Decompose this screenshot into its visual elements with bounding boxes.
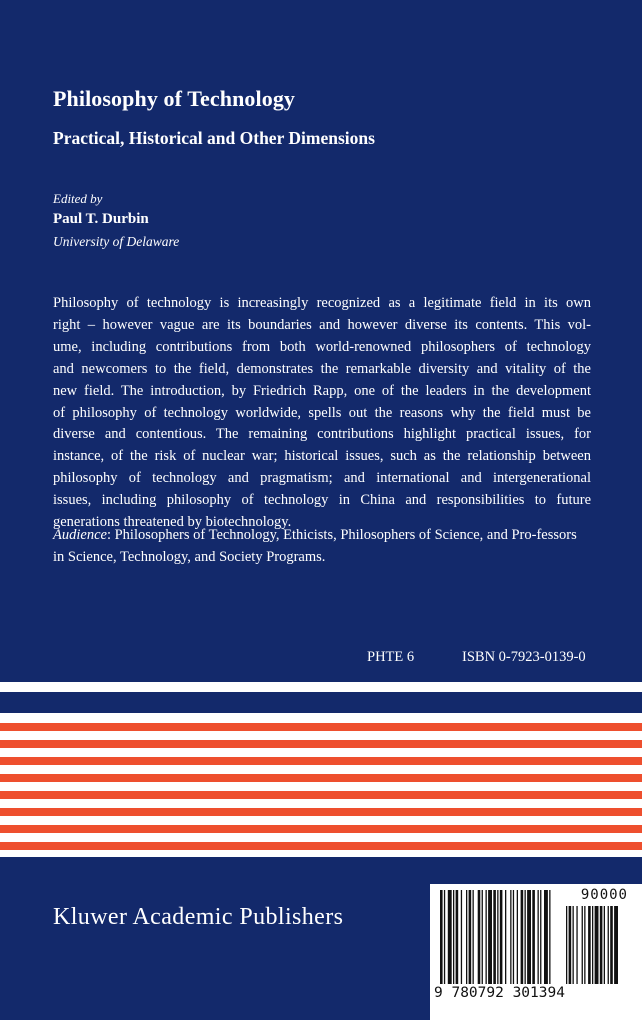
stripe-red: [0, 723, 642, 731]
barcode-bar: [566, 906, 567, 984]
stripe-red: [0, 791, 642, 799]
audience-label: Audience: [53, 527, 107, 543]
description-line: and newcomers to the field, demonstrates the remarkable diversity and vitality of the: [53, 360, 591, 377]
stripe-blue: [0, 692, 642, 713]
description-line: of philosophy of technology worldwide, spells out the reasons why the field must be: [53, 404, 591, 421]
barcode-bar: [497, 890, 498, 984]
stripe-red: [0, 757, 642, 765]
barcode-bar: [440, 890, 443, 984]
book-description: [53, 293, 591, 534]
description-line: diverse and contentious. The remaining contributions highlight practical issues, for: [53, 426, 591, 443]
barcode-bar: [532, 890, 535, 984]
barcode-bar: [610, 906, 613, 984]
description-line: issues, including philosophy of technology in China and responsibilities to future: [53, 492, 591, 509]
description-line: Philosophy of technology is increasingly recognized as a legitimate field in its own: [53, 295, 591, 311]
barcode-number: 9 780792 301394: [434, 985, 565, 1001]
barcode-bar: [493, 890, 496, 984]
barcode-bar: [588, 906, 591, 984]
barcode-bar: [525, 890, 526, 984]
barcode-bar: [478, 890, 481, 984]
isbn: ISBN 0-7923-0139-0: [462, 649, 586, 665]
barcode-bar: [521, 890, 524, 984]
book-subtitle: Practical, Historical and Other Dimensions: [53, 128, 375, 148]
barcode-bar: [540, 890, 541, 984]
barcode-bar: [576, 906, 577, 984]
barcode-bar: [600, 906, 603, 984]
barcode: [430, 884, 642, 1020]
barcode-price-code: 90000: [580, 887, 628, 903]
barcode-bar: [513, 890, 514, 984]
stripe-red: [0, 740, 642, 748]
barcode-bar: [456, 890, 459, 984]
barcode-bar: [604, 906, 605, 984]
barcode-bar: [453, 890, 454, 984]
description-line: instance, of the risk of nuclear war; historical issues, such as the relationship between: [53, 448, 591, 465]
stripe-blue: [0, 857, 642, 870]
description-line: ume, including contributions from both world-renowned philosophers of technology: [53, 338, 591, 355]
barcode-bar: [608, 906, 609, 984]
barcode-bar: [473, 890, 474, 984]
series-code: PHTE 6: [367, 649, 415, 665]
editor-affiliation: University of Delaware: [53, 234, 180, 249]
barcode-bar: [544, 890, 548, 984]
barcode-bar: [461, 890, 462, 984]
barcode-bar: [538, 890, 539, 984]
description-line: right – however vague are its boundaries and however diverse its contents. This vol-: [53, 316, 591, 333]
barcode-bar: [595, 906, 599, 984]
barcode-bar: [469, 890, 472, 984]
description-line: new field. The introduction, by Friedrich Rapp, one of the leaders in the development: [53, 382, 591, 399]
edited-by-label: Edited by: [53, 191, 103, 206]
barcode-bar: [569, 906, 572, 984]
publisher-name: Kluwer Academic Publishers: [53, 904, 344, 930]
barcode-bar: [488, 890, 492, 984]
book-title: Philosophy of Technology: [53, 86, 296, 111]
editor-name: Paul T. Durbin: [53, 211, 149, 227]
barcode-bar: [573, 906, 574, 984]
description-line: philosophy of technology and pragmatism; and international and intergenerational: [53, 470, 591, 487]
barcode-bar: [486, 890, 487, 984]
barcode-bar: [549, 890, 550, 984]
barcode-bar: [466, 890, 467, 984]
barcode-bar: [500, 890, 503, 984]
stripe-red: [0, 774, 642, 782]
audience-statement: [53, 524, 591, 568]
stripe-red: [0, 842, 642, 850]
barcode-bar: [582, 906, 583, 984]
description-line: generations threatened by biotechnology.: [53, 514, 292, 531]
stripe-red: [0, 808, 642, 816]
barcode-bar: [482, 890, 483, 984]
barcode-bar: [584, 906, 585, 984]
audience-text: : Philosophers of Technology, Ethicists, Philosophers of Science, and Pro-fessors in Science, Technology, and Society Programs.: [53, 527, 577, 565]
barcode-bar: [505, 890, 506, 984]
barcode-bar: [527, 890, 531, 984]
barcode-bar: [592, 906, 593, 984]
barcode-bar: [448, 890, 452, 984]
barcode-bar: [510, 890, 511, 984]
barcode-bar: [444, 890, 445, 984]
stripe-red: [0, 825, 642, 833]
barcode-bar: [517, 890, 518, 984]
barcode-bar: [614, 906, 618, 984]
stripe-band: [0, 682, 642, 870]
